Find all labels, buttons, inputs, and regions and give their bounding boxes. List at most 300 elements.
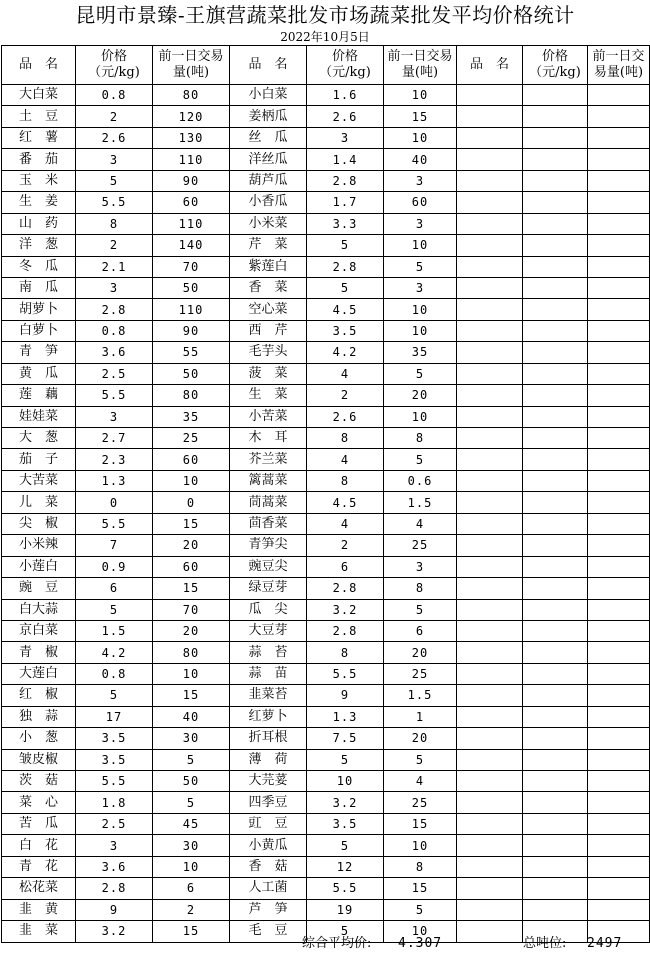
- empty-cell: [457, 106, 523, 127]
- item-volume-cell: 80: [153, 642, 230, 663]
- item-name-cell: 大莲白: [2, 663, 76, 684]
- item-name-cell: 红萝卜: [230, 706, 307, 727]
- avg-price-value: 4.307: [398, 936, 443, 951]
- item-volume-cell: 15: [384, 106, 457, 127]
- header-volume: 前一日交易量(吨): [153, 46, 230, 85]
- header-price: 价格（元/kg): [523, 46, 588, 85]
- table-row: [2, 771, 650, 792]
- table-row: [2, 277, 650, 298]
- item-name-cell: 红 椒: [2, 685, 76, 706]
- item-volume-cell: 5: [384, 599, 457, 620]
- empty-cell: [523, 170, 588, 191]
- empty-cell: [523, 277, 588, 298]
- empty-cell: [523, 599, 588, 620]
- item-volume-cell: 3: [384, 277, 457, 298]
- item-price-cell: 8: [76, 213, 153, 234]
- empty-cell: [588, 728, 650, 749]
- empty-cell: [588, 835, 650, 856]
- empty-cell: [523, 899, 588, 920]
- item-name-cell: 小香瓜: [230, 192, 307, 213]
- item-price-cell: 5.5: [76, 771, 153, 792]
- item-price-cell: 3.5: [307, 320, 384, 341]
- item-price-cell: 5.5: [76, 192, 153, 213]
- table-row: [2, 428, 650, 449]
- item-volume-cell: 30: [153, 835, 230, 856]
- empty-cell: [523, 428, 588, 449]
- item-name-cell: 菠 菜: [230, 363, 307, 384]
- item-volume-cell: 110: [153, 299, 230, 320]
- empty-cell: [457, 642, 523, 663]
- empty-cell: [523, 813, 588, 834]
- empty-cell: [523, 127, 588, 148]
- item-price-cell: 12: [307, 856, 384, 877]
- empty-cell: [457, 578, 523, 599]
- item-volume-cell: 80: [153, 85, 230, 106]
- item-name-cell: 豇 豆: [230, 813, 307, 834]
- item-volume-cell: 5: [384, 899, 457, 920]
- item-price-cell: 9: [76, 899, 153, 920]
- item-price-cell: 8: [307, 642, 384, 663]
- item-volume-cell: 20: [384, 385, 457, 406]
- table-row: [2, 492, 650, 513]
- empty-cell: [457, 771, 523, 792]
- item-price-cell: 3: [76, 149, 153, 170]
- table-row: [2, 149, 650, 170]
- item-price-cell: 4.2: [307, 342, 384, 363]
- empty-cell: [457, 728, 523, 749]
- item-name-cell: 儿 菜: [2, 492, 76, 513]
- item-price-cell: 0.8: [76, 85, 153, 106]
- empty-cell: [588, 106, 650, 127]
- empty-cell: [457, 85, 523, 106]
- item-volume-cell: 15: [153, 921, 230, 942]
- table-row: [2, 192, 650, 213]
- item-volume-cell: 35: [384, 342, 457, 363]
- item-name-cell: 芥兰菜: [230, 449, 307, 470]
- item-volume-cell: 3: [384, 556, 457, 577]
- empty-cell: [523, 149, 588, 170]
- item-volume-cell: 25: [153, 428, 230, 449]
- empty-cell: [588, 856, 650, 877]
- item-name-cell: 青笋尖: [230, 535, 307, 556]
- item-volume-cell: 5: [384, 749, 457, 770]
- item-name-cell: 番 茄: [2, 149, 76, 170]
- empty-cell: [588, 470, 650, 491]
- item-name-cell: 韭 菜: [2, 921, 76, 942]
- table-row: [2, 728, 650, 749]
- item-price-cell: 2: [76, 235, 153, 256]
- item-volume-cell: 25: [384, 535, 457, 556]
- item-volume-cell: 2: [153, 899, 230, 920]
- item-volume-cell: 20: [384, 728, 457, 749]
- table-row: [2, 642, 650, 663]
- item-volume-cell: 6: [384, 620, 457, 641]
- item-name-cell: 丝 瓜: [230, 127, 307, 148]
- table-row: [2, 363, 650, 384]
- empty-cell: [457, 663, 523, 684]
- item-volume-cell: 70: [153, 599, 230, 620]
- item-volume-cell: 5: [384, 363, 457, 384]
- item-price-cell: 4.2: [76, 642, 153, 663]
- item-name-cell: 韭菜苔: [230, 685, 307, 706]
- item-name-cell: 京白菜: [2, 620, 76, 641]
- item-price-cell: 5: [76, 685, 153, 706]
- empty-cell: [588, 792, 650, 813]
- empty-cell: [457, 299, 523, 320]
- table-row: [2, 813, 650, 834]
- page-title: 昆明市景臻-王旗营蔬菜批发市场蔬菜批发平均价格统计: [75, 3, 575, 27]
- item-price-cell: 5: [76, 599, 153, 620]
- item-price-cell: 1.3: [307, 706, 384, 727]
- table-row: [2, 685, 650, 706]
- item-price-cell: 3.6: [76, 342, 153, 363]
- table-row: [2, 835, 650, 856]
- empty-cell: [523, 642, 588, 663]
- item-volume-cell: 30: [153, 728, 230, 749]
- item-volume-cell: 10: [384, 835, 457, 856]
- item-price-cell: 0.9: [76, 556, 153, 577]
- item-name-cell: 小白菜: [230, 85, 307, 106]
- empty-cell: [457, 213, 523, 234]
- empty-cell: [588, 642, 650, 663]
- item-price-cell: 7: [76, 535, 153, 556]
- item-price-cell: 4.5: [307, 492, 384, 513]
- empty-cell: [588, 385, 650, 406]
- item-name-cell: 人工菌: [230, 878, 307, 899]
- empty-cell: [588, 85, 650, 106]
- item-name-cell: 西 芹: [230, 320, 307, 341]
- empty-cell: [457, 256, 523, 277]
- item-name-cell: 蒜 苔: [230, 642, 307, 663]
- item-price-cell: 5.5: [307, 663, 384, 684]
- price-table: [1, 45, 650, 943]
- empty-cell: [588, 899, 650, 920]
- empty-cell: [523, 470, 588, 491]
- item-name-cell: 大芫荽: [230, 771, 307, 792]
- item-name-cell: 大苦菜: [2, 470, 76, 491]
- item-price-cell: 0: [76, 492, 153, 513]
- item-name-cell: 青 花: [2, 856, 76, 877]
- empty-cell: [457, 428, 523, 449]
- item-price-cell: 1.7: [307, 192, 384, 213]
- item-volume-cell: 10: [384, 85, 457, 106]
- item-name-cell: 小米菜: [230, 213, 307, 234]
- item-volume-cell: 50: [153, 363, 230, 384]
- table-row: [2, 342, 650, 363]
- header-volume: 前一日交易量(吨): [384, 46, 457, 85]
- empty-cell: [588, 277, 650, 298]
- item-name-cell: 茼蒿菜: [230, 492, 307, 513]
- item-price-cell: 2: [76, 106, 153, 127]
- item-name-cell: 芦 笋: [230, 899, 307, 920]
- item-price-cell: 5: [307, 749, 384, 770]
- empty-cell: [457, 149, 523, 170]
- item-price-cell: 5.5: [307, 878, 384, 899]
- item-volume-cell: 35: [153, 406, 230, 427]
- item-volume-cell: 0: [153, 492, 230, 513]
- item-price-cell: 3: [307, 127, 384, 148]
- empty-cell: [457, 792, 523, 813]
- item-volume-cell: 8: [384, 578, 457, 599]
- empty-cell: [588, 449, 650, 470]
- empty-cell: [457, 921, 523, 942]
- item-volume-cell: 60: [153, 449, 230, 470]
- item-name-cell: 娃娃菜: [2, 406, 76, 427]
- item-volume-cell: 4: [384, 771, 457, 792]
- item-volume-cell: 110: [153, 213, 230, 234]
- item-name-cell: 白萝卜: [2, 320, 76, 341]
- item-price-cell: 1.5: [76, 620, 153, 641]
- item-price-cell: 3.2: [307, 792, 384, 813]
- empty-cell: [523, 771, 588, 792]
- item-name-cell: 玉 米: [2, 170, 76, 191]
- item-name-cell: 紫莲白: [230, 256, 307, 277]
- item-price-cell: 2.5: [76, 813, 153, 834]
- table-row: [2, 706, 650, 727]
- item-name-cell: 山 药: [2, 213, 76, 234]
- item-price-cell: 3.2: [307, 599, 384, 620]
- item-name-cell: 豌豆尖: [230, 556, 307, 577]
- table-header-row: [2, 46, 650, 85]
- empty-cell: [457, 513, 523, 534]
- table-row: [2, 878, 650, 899]
- table-body: [2, 85, 650, 943]
- item-volume-cell: 40: [384, 149, 457, 170]
- item-price-cell: 2.7: [76, 428, 153, 449]
- item-name-cell: 空心菜: [230, 299, 307, 320]
- item-name-cell: 茴香菜: [230, 513, 307, 534]
- item-name-cell: 姜柄瓜: [230, 106, 307, 127]
- item-price-cell: 4: [307, 513, 384, 534]
- item-price-cell: 6: [76, 578, 153, 599]
- item-volume-cell: 25: [384, 792, 457, 813]
- item-price-cell: 3: [76, 406, 153, 427]
- item-price-cell: 5: [76, 170, 153, 191]
- item-name-cell: 小米辣: [2, 535, 76, 556]
- item-volume-cell: 120: [153, 106, 230, 127]
- empty-cell: [588, 513, 650, 534]
- item-volume-cell: 5: [384, 449, 457, 470]
- empty-cell: [457, 492, 523, 513]
- item-volume-cell: 1.5: [384, 492, 457, 513]
- item-price-cell: 3.5: [76, 749, 153, 770]
- empty-cell: [457, 835, 523, 856]
- empty-cell: [588, 320, 650, 341]
- item-name-cell: 香 菜: [230, 277, 307, 298]
- item-name-cell: 洋丝瓜: [230, 149, 307, 170]
- table-row: [2, 899, 650, 920]
- item-volume-cell: 10: [153, 856, 230, 877]
- header-price: 价格（元/kg): [307, 46, 384, 85]
- empty-cell: [588, 213, 650, 234]
- item-name-cell: 绿豆芽: [230, 578, 307, 599]
- item-volume-cell: 130: [153, 127, 230, 148]
- empty-cell: [523, 363, 588, 384]
- item-volume-cell: 10: [384, 299, 457, 320]
- item-name-cell: 独 蒜: [2, 706, 76, 727]
- item-volume-cell: 55: [153, 342, 230, 363]
- empty-cell: [588, 749, 650, 770]
- item-volume-cell: 60: [153, 556, 230, 577]
- item-price-cell: 2: [307, 535, 384, 556]
- empty-cell: [457, 406, 523, 427]
- empty-cell: [523, 106, 588, 127]
- empty-cell: [457, 878, 523, 899]
- item-name-cell: 茄 子: [2, 449, 76, 470]
- item-price-cell: 3.5: [76, 728, 153, 749]
- table-row: [2, 556, 650, 577]
- item-name-cell: 白大蒜: [2, 599, 76, 620]
- item-price-cell: 19: [307, 899, 384, 920]
- item-price-cell: 2.1: [76, 256, 153, 277]
- item-price-cell: 17: [76, 706, 153, 727]
- table-row: [2, 578, 650, 599]
- item-name-cell: 尖 椒: [2, 513, 76, 534]
- table-row: [2, 792, 650, 813]
- item-price-cell: 4.5: [307, 299, 384, 320]
- empty-cell: [588, 256, 650, 277]
- item-price-cell: 5: [307, 835, 384, 856]
- item-name-cell: 折耳根: [230, 728, 307, 749]
- item-name-cell: 大 葱: [2, 428, 76, 449]
- item-name-cell: 篱蒿菜: [230, 470, 307, 491]
- empty-cell: [588, 170, 650, 191]
- empty-cell: [457, 320, 523, 341]
- empty-cell: [588, 578, 650, 599]
- item-price-cell: 2.5: [76, 363, 153, 384]
- item-price-cell: 2: [307, 385, 384, 406]
- table-row: [2, 620, 650, 641]
- empty-cell: [523, 385, 588, 406]
- item-name-cell: 芹 菜: [230, 235, 307, 256]
- item-name-cell: 洋 葱: [2, 235, 76, 256]
- empty-cell: [588, 535, 650, 556]
- item-name-cell: 韭 黄: [2, 899, 76, 920]
- header-name: 品 名: [230, 46, 307, 85]
- empty-cell: [523, 535, 588, 556]
- item-name-cell: 苦 瓜: [2, 813, 76, 834]
- item-price-cell: 2.8: [307, 170, 384, 191]
- item-price-cell: 3.5: [307, 813, 384, 834]
- avg-price-label: 综合平均价:: [302, 936, 372, 951]
- item-volume-cell: 90: [153, 170, 230, 191]
- item-volume-cell: 40: [153, 706, 230, 727]
- item-price-cell: 5.5: [76, 385, 153, 406]
- item-volume-cell: 10: [384, 127, 457, 148]
- item-name-cell: 冬 瓜: [2, 256, 76, 277]
- empty-cell: [457, 685, 523, 706]
- item-name-cell: 红 薯: [2, 127, 76, 148]
- item-volume-cell: 10: [384, 320, 457, 341]
- item-volume-cell: 15: [153, 685, 230, 706]
- item-name-cell: 小黄瓜: [230, 835, 307, 856]
- item-name-cell: 小 葱: [2, 728, 76, 749]
- table-row: [2, 127, 650, 148]
- item-price-cell: 5: [307, 235, 384, 256]
- item-volume-cell: 1.5: [384, 685, 457, 706]
- empty-cell: [457, 535, 523, 556]
- table-row: [2, 449, 650, 470]
- item-price-cell: 0.8: [76, 663, 153, 684]
- empty-cell: [588, 363, 650, 384]
- header-volume: 前一日交易量(吨): [588, 46, 650, 85]
- empty-cell: [588, 342, 650, 363]
- item-price-cell: 1.8: [76, 792, 153, 813]
- item-volume-cell: 45: [153, 813, 230, 834]
- empty-cell: [457, 620, 523, 641]
- item-volume-cell: 10: [384, 235, 457, 256]
- item-price-cell: 10: [307, 771, 384, 792]
- empty-cell: [588, 706, 650, 727]
- item-name-cell: 薄 荷: [230, 749, 307, 770]
- item-volume-cell: 20: [153, 620, 230, 641]
- empty-cell: [523, 299, 588, 320]
- total-tonnage-label: 总吨位:: [523, 936, 567, 951]
- item-price-cell: 3.2: [76, 921, 153, 942]
- table-row: [2, 663, 650, 684]
- empty-cell: [457, 449, 523, 470]
- item-name-cell: 土 豆: [2, 106, 76, 127]
- empty-cell: [457, 706, 523, 727]
- item-price-cell: 7.5: [307, 728, 384, 749]
- table-row: [2, 470, 650, 491]
- item-name-cell: 小莲白: [2, 556, 76, 577]
- table-row: [2, 749, 650, 770]
- item-name-cell: 大豆芽: [230, 620, 307, 641]
- item-volume-cell: 3: [384, 170, 457, 191]
- item-volume-cell: 70: [153, 256, 230, 277]
- item-price-cell: 2.6: [307, 406, 384, 427]
- empty-cell: [457, 127, 523, 148]
- item-volume-cell: 3: [384, 213, 457, 234]
- empty-cell: [523, 706, 588, 727]
- empty-cell: [588, 663, 650, 684]
- item-name-cell: 毛芋头: [230, 342, 307, 363]
- item-volume-cell: 15: [384, 878, 457, 899]
- table-row: [2, 406, 650, 427]
- item-price-cell: 5.5: [76, 513, 153, 534]
- table-row: [2, 535, 650, 556]
- empty-cell: [588, 813, 650, 834]
- item-name-cell: 松花菜: [2, 878, 76, 899]
- item-name-cell: 小苦菜: [230, 406, 307, 427]
- item-volume-cell: 5: [153, 792, 230, 813]
- empty-cell: [523, 685, 588, 706]
- item-volume-cell: 20: [153, 535, 230, 556]
- item-name-cell: 白 花: [2, 835, 76, 856]
- item-volume-cell: 0.6: [384, 470, 457, 491]
- empty-cell: [457, 277, 523, 298]
- item-volume-cell: 10: [384, 921, 457, 942]
- empty-cell: [523, 320, 588, 341]
- item-volume-cell: 5: [153, 749, 230, 770]
- empty-cell: [588, 127, 650, 148]
- item-price-cell: 1.4: [307, 149, 384, 170]
- empty-cell: [523, 663, 588, 684]
- item-price-cell: 2.6: [307, 106, 384, 127]
- empty-cell: [457, 235, 523, 256]
- total-tonnage-value: 2497: [587, 936, 623, 951]
- item-volume-cell: 15: [153, 513, 230, 534]
- item-price-cell: 5: [307, 277, 384, 298]
- empty-cell: [588, 149, 650, 170]
- item-volume-cell: 15: [153, 578, 230, 599]
- header-name: 品 名: [457, 46, 523, 85]
- item-volume-cell: 10: [153, 663, 230, 684]
- empty-cell: [523, 578, 588, 599]
- item-price-cell: 1.3: [76, 470, 153, 491]
- header-price: 价格（元/kg): [76, 46, 153, 85]
